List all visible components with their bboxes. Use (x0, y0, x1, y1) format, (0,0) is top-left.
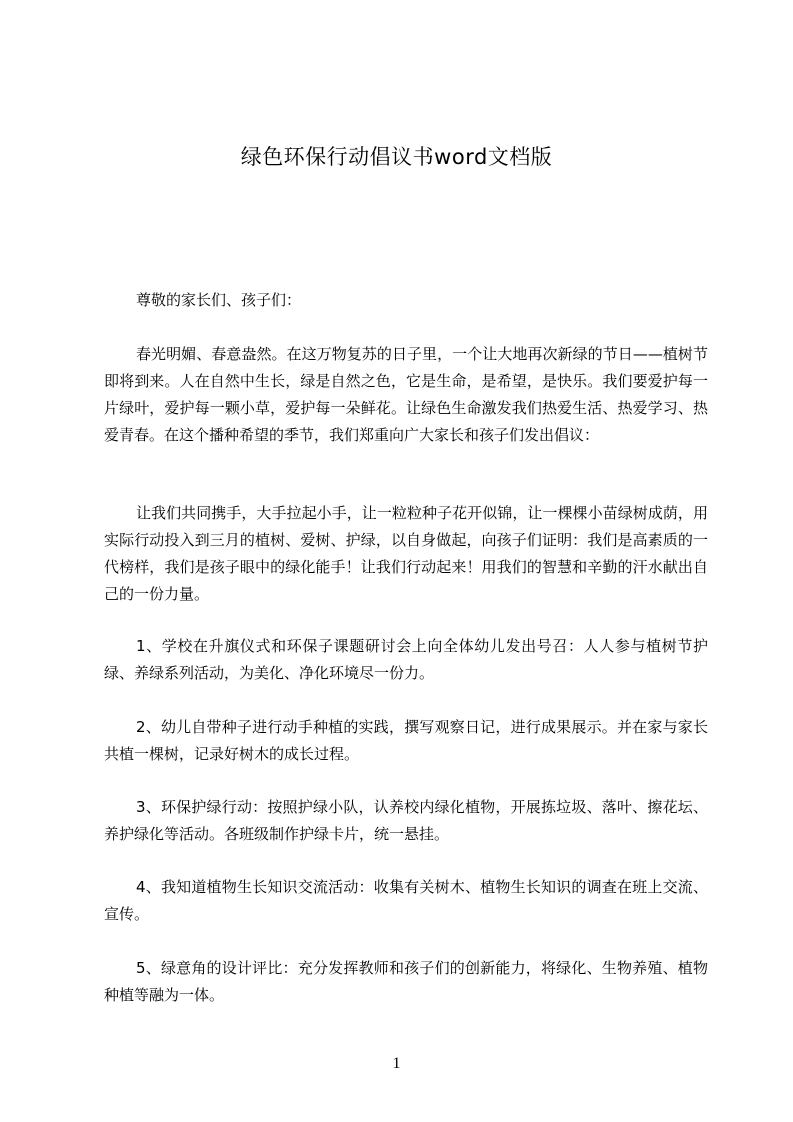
paragraph-item-3: 3、环保护绿行动：按照护绿小队，认养校内绿化植物，开展拣垃圾、落叶、擦花坛、养护绿化等活动。各班级制作护绿卡片，统一悬挂。 (104, 798, 708, 843)
paragraph-intro: 春光明媚、春意盎然。在这万物复苏的日子里，一个让大地再次新绿的节日——植树节即将到来。人在自然中生长，绿是自然之色，它是生命，是希望，是快乐。我们要爱护每一片绿叶，爱护每一颗小草，爱护每一朵鲜花。让绿色生命激发我们热爱生活、热爱学习、热爱青春。在这个播种希望的季节，我们郑重向广大家长和孩子们发出倡议： (104, 345, 708, 444)
document-title: 绿色环保行动倡议书word文档版 (240, 145, 553, 169)
paragraph-item-2: 2、幼儿自带种子进行动手种植的实践，撰写观察日记，进行成果展示。并在家与家长共植一棵树，记录好树木的成长过程。 (104, 718, 708, 763)
greeting-line: 尊敬的家长们、孩子们： (136, 291, 302, 309)
paragraph-item-5: 5、绿意角的设计评比：充分发挥教师和孩子们的创新能力，将绿化、生物养殖、植物种植等融为一体。 (104, 959, 708, 1004)
paragraph-call-to-action: 让我们共同携手，大手拉起小手，让一粒粒种子花开似锦，让一棵棵小苗绿树成荫，用实际行动投入到三月的植树、爱树、护绿，以自身做起，向孩子们证明：我们是高素质的一代榜样，我们是孩子眼中的绿化能手！让我们行动起来！用我们的智慧和辛勤的汗水献出自己的一份力量。 (104, 504, 708, 603)
page-number: 1 (392, 1055, 401, 1072)
paragraph-item-4: 4、我知道植物生长知识交流活动：收集有关树木、植物生长知识的调查在班上交流、宣传。 (104, 878, 708, 923)
paragraph-item-1: 1、学校在升旗仪式和环保子课题研讨会上向全体幼儿发出号召：人人参与植树节护绿、养绿系列活动，为美化、净化环境尽一份力。 (104, 637, 708, 682)
